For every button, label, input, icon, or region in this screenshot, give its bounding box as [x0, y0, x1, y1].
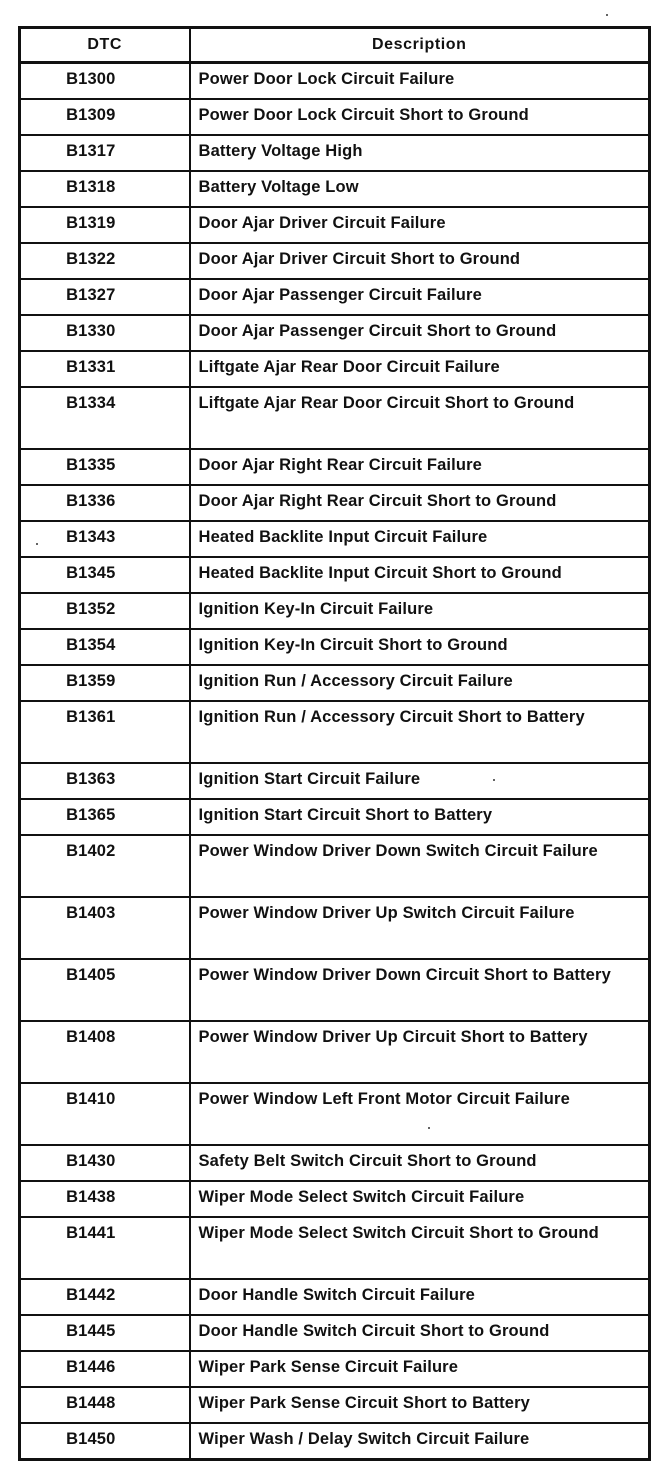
dtc-code-cell: B1441	[20, 1217, 190, 1279]
dtc-code-cell: B1336	[20, 485, 190, 521]
dtc-code-cell: B1402	[20, 835, 190, 897]
table-row	[20, 629, 650, 665]
description-cell: Power Window Driver Up Circuit Short to Battery	[190, 1021, 650, 1083]
table-row	[20, 1423, 650, 1460]
table-row	[20, 1387, 650, 1423]
dtc-code-cell: B1359	[20, 665, 190, 701]
table-row	[20, 897, 650, 959]
dtc-code-cell: B1446	[20, 1351, 190, 1387]
dtc-code-cell: B1327	[20, 279, 190, 315]
description-cell: Door Ajar Passenger Circuit Failure	[190, 279, 650, 315]
dtc-code-cell: B1331	[20, 351, 190, 387]
description-cell: Power Door Lock Circuit Short to Ground	[190, 99, 650, 135]
description-cell: Door Ajar Driver Circuit Failure	[190, 207, 650, 243]
description-cell: Ignition Key-In Circuit Short to Ground	[190, 629, 650, 665]
dtc-code-cell: B1319	[20, 207, 190, 243]
table-row	[20, 521, 650, 557]
dtc-code-cell: B1430	[20, 1145, 190, 1181]
table-row	[20, 557, 650, 593]
description-cell: Heated Backlite Input Circuit Short to Ground	[190, 557, 650, 593]
dtc-code-cell: B1317	[20, 135, 190, 171]
table-row	[20, 1351, 650, 1387]
table-row	[20, 665, 650, 701]
table-row	[20, 243, 650, 279]
description-cell: Wiper Mode Select Switch Circuit Failure	[190, 1181, 650, 1217]
description-cell: Battery Voltage High	[190, 135, 650, 171]
description-cell: Heated Backlite Input Circuit Failure	[190, 521, 650, 557]
scan-speck	[428, 1127, 430, 1129]
description-cell: Wiper Park Sense Circuit Failure	[190, 1351, 650, 1387]
description-cell: Power Door Lock Circuit Failure	[190, 63, 650, 100]
table-row	[20, 99, 650, 135]
description-cell: Ignition Run / Accessory Circuit Failure	[190, 665, 650, 701]
dtc-code-cell: B1352	[20, 593, 190, 629]
description-cell: Power Window Driver Down Circuit Short to Battery	[190, 959, 650, 1021]
description-cell: Door Handle Switch Circuit Failure	[190, 1279, 650, 1315]
description-cell: Door Ajar Passenger Circuit Short to Ground	[190, 315, 650, 351]
dtc-code-cell: B1334	[20, 387, 190, 449]
dtc-column-header: DTC	[20, 28, 190, 63]
table-row	[20, 485, 650, 521]
table-row	[20, 1021, 650, 1083]
dtc-code-cell: B1330	[20, 315, 190, 351]
table-row	[20, 315, 650, 351]
description-cell: Liftgate Ajar Rear Door Circuit Short to Ground	[190, 387, 650, 449]
table-row	[20, 763, 650, 799]
description-cell: Wiper Park Sense Circuit Short to Battery	[190, 1387, 650, 1423]
table-body	[20, 63, 650, 1460]
dtc-code-cell: B1408	[20, 1021, 190, 1083]
scan-speck	[493, 779, 495, 781]
table-row	[20, 449, 650, 485]
dtc-table	[18, 26, 651, 1461]
description-cell: Power Window Driver Up Switch Circuit Failure	[190, 897, 650, 959]
description-cell: Power Window Left Front Motor Circuit Failure	[190, 1083, 650, 1145]
dtc-code-cell: B1345	[20, 557, 190, 593]
dtc-code-cell: B1365	[20, 799, 190, 835]
table-row	[20, 351, 650, 387]
dtc-code-cell: B1343	[20, 521, 190, 557]
scan-speck	[606, 14, 608, 16]
dtc-code-cell: B1448	[20, 1387, 190, 1423]
table-row	[20, 63, 650, 100]
description-cell: Power Window Driver Down Switch Circuit Failure	[190, 835, 650, 897]
table-row	[20, 387, 650, 449]
table-header-row	[20, 28, 650, 63]
dtc-code-cell: B1438	[20, 1181, 190, 1217]
table-row	[20, 593, 650, 629]
table-row	[20, 1315, 650, 1351]
dtc-code-cell: B1363	[20, 763, 190, 799]
scan-speck	[36, 543, 38, 545]
description-cell: Wiper Wash / Delay Switch Circuit Failure	[190, 1423, 650, 1460]
description-cell: Ignition Start Circuit Short to Battery	[190, 799, 650, 835]
table-row	[20, 207, 650, 243]
description-cell: Ignition Start Circuit Failure	[190, 763, 650, 799]
dtc-code-cell: B1410	[20, 1083, 190, 1145]
description-cell: Wiper Mode Select Switch Circuit Short to Ground	[190, 1217, 650, 1279]
dtc-code-cell: B1403	[20, 897, 190, 959]
dtc-code-cell: B1309	[20, 99, 190, 135]
description-cell: Safety Belt Switch Circuit Short to Ground	[190, 1145, 650, 1181]
description-cell: Door Ajar Driver Circuit Short to Ground	[190, 243, 650, 279]
description-cell: Battery Voltage Low	[190, 171, 650, 207]
table-row	[20, 1217, 650, 1279]
dtc-code-cell: B1354	[20, 629, 190, 665]
description-cell: Door Handle Switch Circuit Short to Ground	[190, 1315, 650, 1351]
dtc-code-cell: B1445	[20, 1315, 190, 1351]
table-row	[20, 135, 650, 171]
dtc-code-cell: B1322	[20, 243, 190, 279]
description-cell: Door Ajar Right Rear Circuit Failure	[190, 449, 650, 485]
description-cell: Ignition Key-In Circuit Failure	[190, 593, 650, 629]
table-row	[20, 1279, 650, 1315]
description-cell: Door Ajar Right Rear Circuit Short to Ground	[190, 485, 650, 521]
dtc-code-cell: B1405	[20, 959, 190, 1021]
dtc-code-cell: B1335	[20, 449, 190, 485]
dtc-code-cell: B1361	[20, 701, 190, 763]
dtc-document	[18, 26, 651, 1461]
table-row	[20, 799, 650, 835]
dtc-code-cell: B1450	[20, 1423, 190, 1460]
table-row	[20, 279, 650, 315]
dtc-code-cell: B1442	[20, 1279, 190, 1315]
dtc-code-cell: B1318	[20, 171, 190, 207]
description-cell: Ignition Run / Accessory Circuit Short to Battery	[190, 701, 650, 763]
table-row	[20, 701, 650, 763]
table-row	[20, 835, 650, 897]
table-row	[20, 1145, 650, 1181]
dtc-code-cell: B1300	[20, 63, 190, 100]
table-row	[20, 1083, 650, 1145]
table-row	[20, 171, 650, 207]
description-column-header: Description	[190, 28, 650, 63]
table-row	[20, 959, 650, 1021]
table-row	[20, 1181, 650, 1217]
description-cell: Liftgate Ajar Rear Door Circuit Failure	[190, 351, 650, 387]
